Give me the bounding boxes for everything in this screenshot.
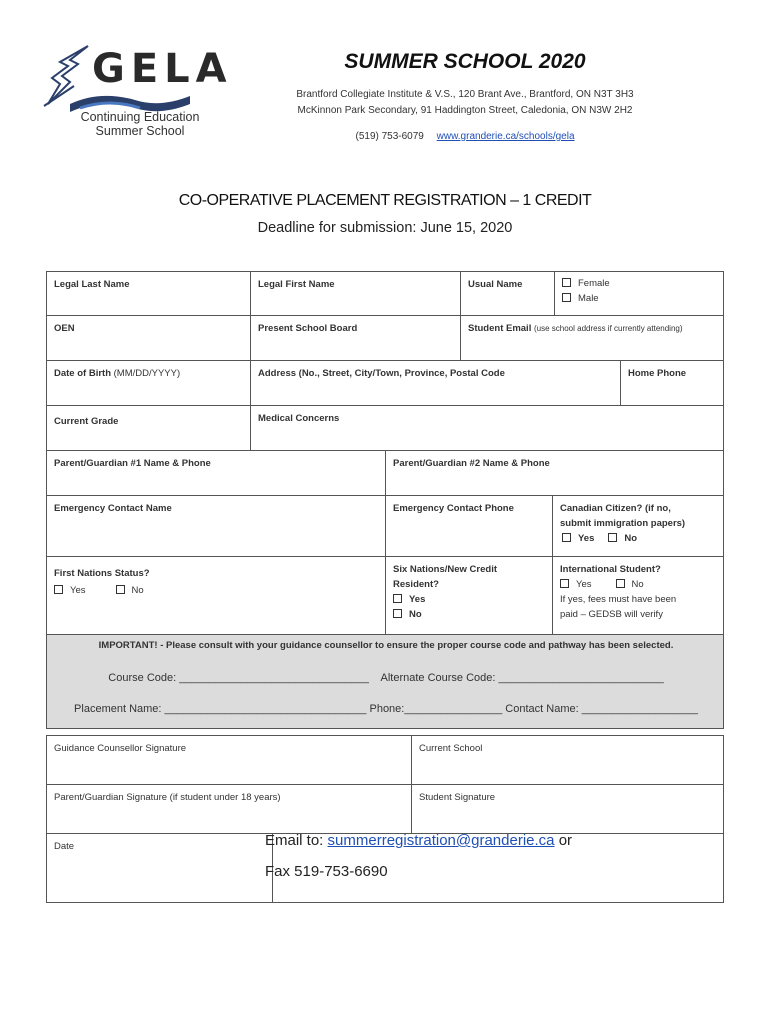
legal-first-name-field[interactable]: Legal First Name xyxy=(250,271,461,316)
guidance-signature-field[interactable]: Guidance Counsellor Signature xyxy=(46,735,412,785)
placement-name-field[interactable]: Placement Name: _________________________________ xyxy=(74,703,367,715)
registration-form xyxy=(46,271,724,903)
current-grade-field[interactable]: Current Grade xyxy=(46,405,251,451)
logo-subtitle: Continuing Education Summer School xyxy=(80,110,200,138)
home-phone-field[interactable]: Home Phone xyxy=(620,360,724,406)
course-code-field[interactable]: Course Code: _______________________________ xyxy=(108,672,369,684)
international-student-field: International Student? Yes No If yes, fees must have been paid – GEDSB will verify xyxy=(552,556,724,635)
registration-email-link[interactable]: summerregistration@granderie.ca xyxy=(327,832,555,849)
form-title: CO-OPERATIVE PLACEMENT REGISTRATION – 1 CREDIT xyxy=(178,192,592,209)
current-school-field[interactable]: Current School xyxy=(411,735,724,785)
citizen-no-checkbox[interactable] xyxy=(608,533,617,542)
fax-number: Fax 519-753-6690 xyxy=(265,863,388,880)
page-title: SUMMER SCHOOL 2020 xyxy=(344,50,586,73)
or-text: or xyxy=(558,832,573,849)
course-code-line xyxy=(47,672,725,684)
male-checkbox[interactable] xyxy=(562,293,571,302)
placement-phone-field[interactable]: Phone:________________ xyxy=(369,703,503,715)
citizen-yes-checkbox[interactable] xyxy=(562,533,571,542)
gender-field: Female Male xyxy=(554,271,724,316)
female-checkbox[interactable] xyxy=(562,278,571,287)
contact-line xyxy=(285,131,645,142)
website-link[interactable]: www.granderie.ca/schools/gela xyxy=(436,131,575,142)
important-section xyxy=(46,634,724,729)
emergency-phone-field[interactable]: Emergency Contact Phone xyxy=(385,495,553,557)
email-label: Email to: xyxy=(265,832,324,849)
address-field[interactable]: Address (No., Street, City/Town, Province, Postal Code xyxy=(250,360,621,406)
first-nations-field: First Nations Status? Yes No xyxy=(46,556,386,635)
phone-number: (519) 753-6079 xyxy=(355,131,424,142)
medical-concerns-field[interactable]: Medical Concerns xyxy=(250,405,724,451)
six-nations-field: Six Nations/New Credit Resident? Yes No xyxy=(385,556,553,635)
first-nations-no-checkbox[interactable] xyxy=(116,585,125,594)
guardian-signature-field[interactable]: Parent/Guardian Signature (if student under 18 years) xyxy=(46,784,412,834)
intl-no-checkbox[interactable] xyxy=(616,579,625,588)
school-board-field[interactable]: Present School Board xyxy=(250,315,461,361)
guardian2-field[interactable]: Parent/Guardian #2 Name & Phone xyxy=(385,450,724,496)
first-nations-yes-checkbox[interactable] xyxy=(54,585,63,594)
student-signature-field[interactable]: Student Signature xyxy=(411,784,724,834)
legal-last-name-field[interactable]: Legal Last Name xyxy=(46,271,251,316)
submission-info xyxy=(265,832,572,880)
usual-name-field[interactable]: Usual Name xyxy=(460,271,555,316)
deadline: Deadline for submission: June 15, 2020 xyxy=(257,220,513,236)
intl-yes-checkbox[interactable] xyxy=(560,579,569,588)
dob-field[interactable]: Date of Birth (MM/DD/YYYY) xyxy=(46,360,251,406)
guardian1-field[interactable]: Parent/Guardian #1 Name & Phone xyxy=(46,450,386,496)
placement-line xyxy=(47,703,725,715)
logo-name: GELA xyxy=(92,46,233,92)
page-header xyxy=(0,0,770,170)
six-nations-yes-checkbox[interactable] xyxy=(393,594,402,603)
oen-field[interactable]: OEN xyxy=(46,315,251,361)
school-addresses: Brantford Collegiate Institute & V.S., 120 Brant Ave., Brantford, ON N3T 3H3 McKinnon Park Secondary, 91 Haddington Street, Caledonia, ON N3W 2H2 xyxy=(296,89,634,116)
alt-course-code-field[interactable]: Alternate Course Code: ___________________________ xyxy=(380,672,664,684)
student-email-field[interactable]: Student Email (use school address if currently attending) xyxy=(460,315,724,361)
emergency-name-field[interactable]: Emergency Contact Name xyxy=(46,495,386,557)
contact-name-field[interactable]: Contact Name: ___________________ xyxy=(505,703,698,715)
six-nations-no-checkbox[interactable] xyxy=(393,609,402,618)
important-notice: IMPORTANT! - Please consult with your guidance counsellor to ensure the proper course code and pathway has been selected. xyxy=(98,640,674,651)
date-field[interactable]: Date xyxy=(46,833,273,903)
canadian-citizen-field: Canadian Citizen? (if no, submit immigration papers) Yes No xyxy=(552,495,724,557)
